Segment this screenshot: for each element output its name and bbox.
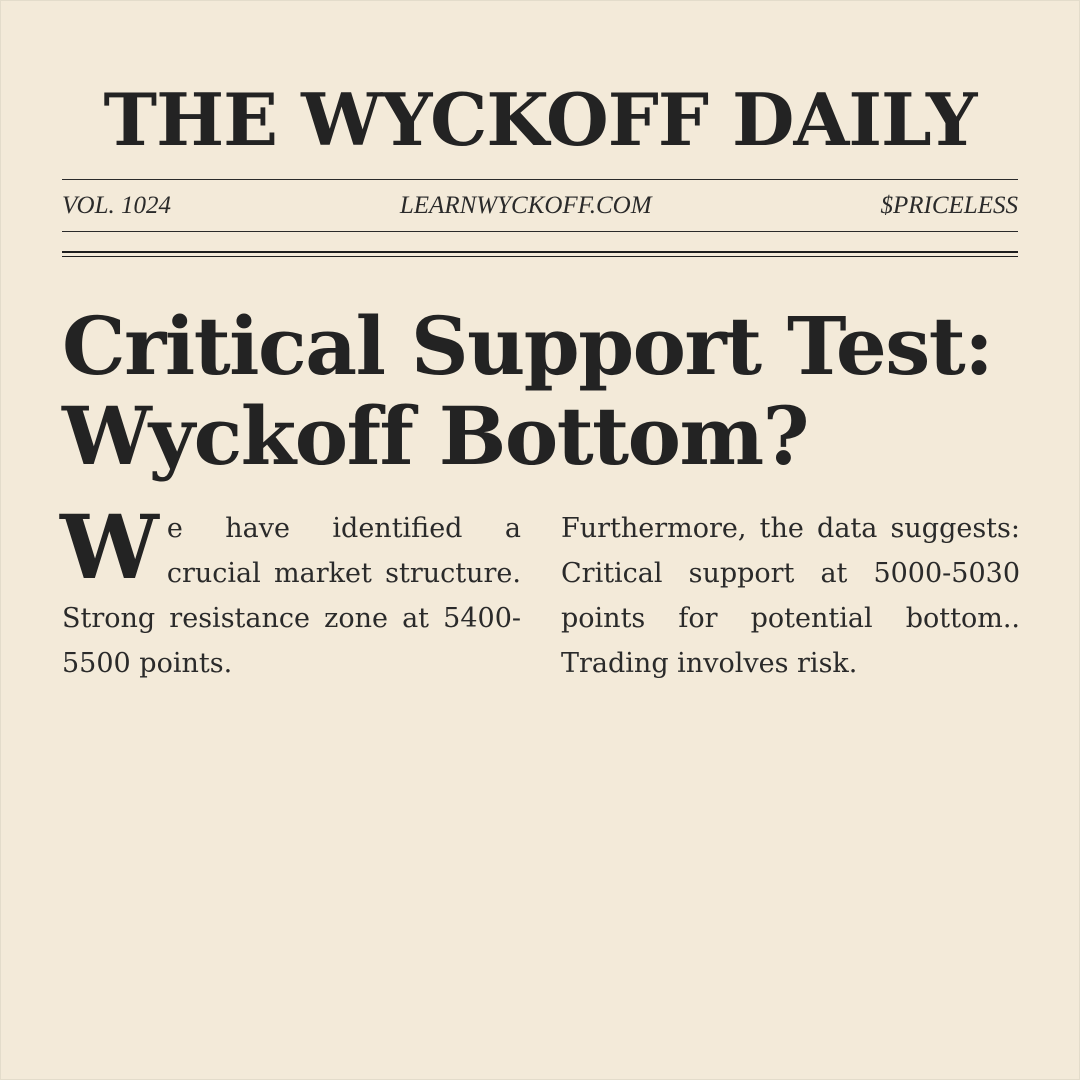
drop-cap: W — [60, 495, 159, 599]
article-column-1 — [60, 495, 521, 686]
masthead-title: THE WYCKOFF DAILY — [103, 77, 977, 162]
masthead-rule-top — [62, 179, 1018, 180]
info-bar — [62, 189, 1018, 223]
article-body — [60, 495, 1020, 686]
price-label: $PRICELESS — [880, 192, 1018, 219]
article-column-2: Furthermore, the data suggests: Critical support at 5000-5030 points for potential bottom.. Trading involves risk. — [561, 513, 1020, 679]
website-label: LEARNWYCKOFF.COM — [399, 192, 652, 219]
info-bar-rule — [62, 231, 1018, 232]
double-rule-divider — [62, 251, 1018, 257]
column-1-text: e have identified a crucial market structure. Strong resistance zone at 5400-5500 points. — [62, 513, 521, 679]
article-headline: Critical Support Test: Wyckoff Bottom? — [62, 299, 993, 483]
volume-label: VOL. 1024 — [62, 192, 171, 219]
